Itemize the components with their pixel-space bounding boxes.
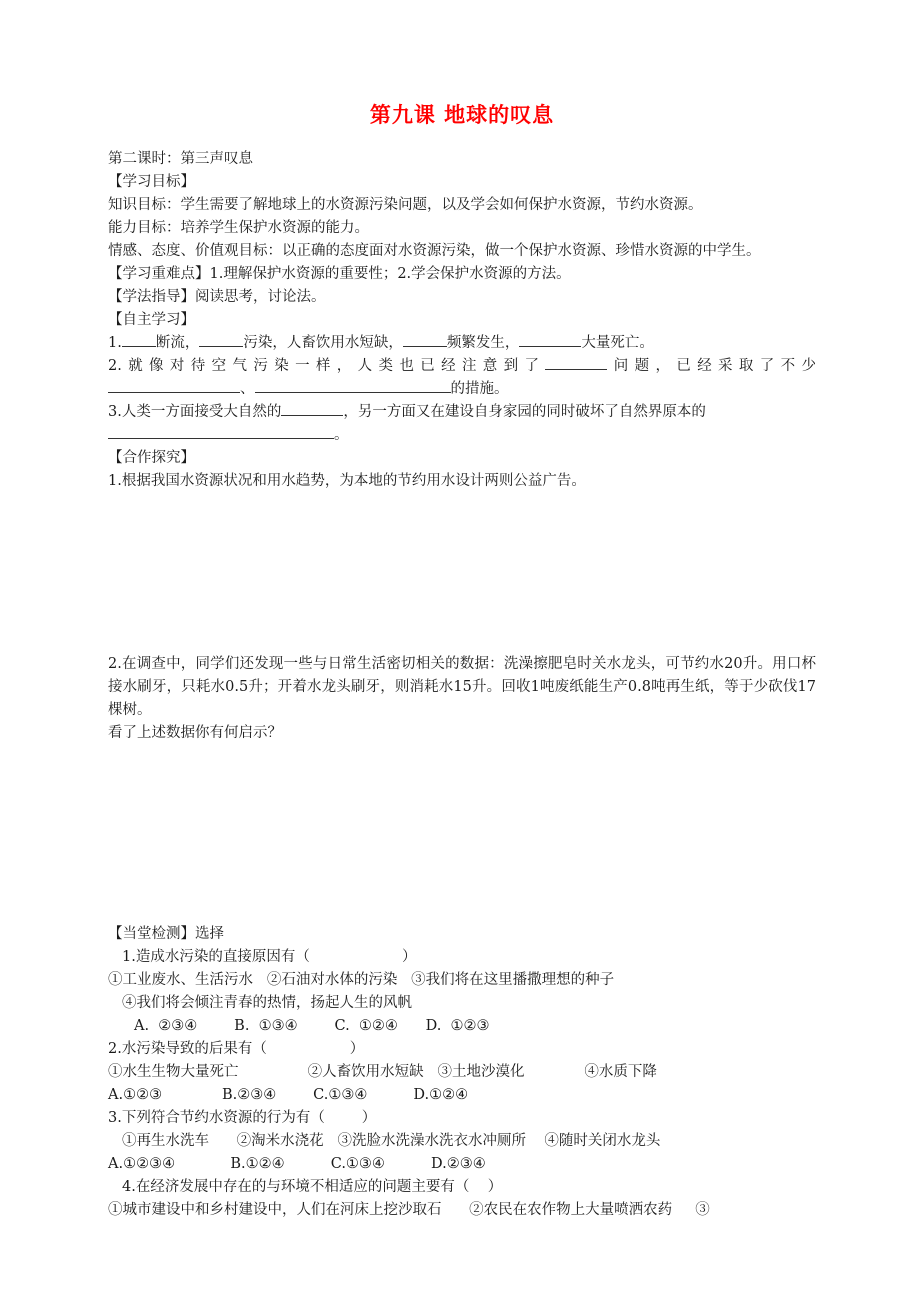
fill-blank[interactable] [108,425,334,439]
document-content [108,100,816,1222]
test-question-4-stem: 4.在经济发展中存在的与环境不相适应的问题主要有（ ） [122,1179,503,1195]
fill-blank[interactable] [403,333,447,347]
fill-blank[interactable] [281,402,343,416]
fill-blank[interactable] [519,333,581,347]
self-study-heading: 【自主学习】 [108,312,195,328]
q3-stem-a: 3.人类一方面接受大自然的 [108,404,282,420]
q4-item-3: ③ [695,1202,710,1218]
fill-blank[interactable] [108,379,240,393]
option-a[interactable]: A.①②③ [108,1087,163,1103]
cooperation-heading: 【合作探究】 [108,450,195,466]
option-b[interactable]: B.②③④ [222,1087,277,1103]
option-d[interactable]: D.①②④ [413,1087,469,1103]
q4-item-2: ②农民在农作物上大量喷洒农药 [469,1202,673,1218]
test-question-4-items-line-1 [108,1199,816,1222]
answer-space-1[interactable] [108,493,816,653]
test-question-2-stem: 2.水污染导致的后果有（ ） [108,1041,365,1057]
objective-knowledge: 知识目标：学生需要了解地球上的水资源污染问题，以及学会如何保护水资源，节约水资源。 [108,197,703,213]
fill-blank[interactable] [255,379,451,393]
objective-emotion: 情感、态度、价值观目标：以正确的态度面对水资源污染，做一个保护水资源、珍惜水资源的中学生。 [108,243,761,259]
self-study-question-2-line2 [108,378,816,401]
q3-stem-b: ，另一方面又在建设自身家园的同时破坏了自然界原本的 [343,404,706,420]
option-c[interactable]: C.①③④ [313,1087,368,1103]
q1-seg-3: 频繁发生， [446,335,520,351]
spacer [197,1018,234,1034]
option-b[interactable]: B.①②④ [230,1156,285,1172]
self-study-question-3-line1 [108,401,816,424]
q1-seg-2: 污染，人畜饮用水短缺， [243,335,403,351]
answer-space-2[interactable] [108,745,816,905]
option-c[interactable]: C. ①②④ [334,1018,398,1034]
spacer [672,1202,695,1218]
spacer [175,1156,230,1172]
test-heading: 【当堂检测】选择 [108,926,224,942]
fill-blank[interactable] [199,333,243,347]
test-question-2-items-line-1: ①水生生物大量死亡 ②人畜饮用水短缺 ③土地沙漠化 ④水质下降 [108,1064,657,1080]
study-method-guide: 【学法指导】阅读思考，讨论法。 [108,289,326,305]
spacer [298,1018,335,1034]
q1-seg-1: 断流， [155,335,200,351]
option-a[interactable]: A.①②③④ [108,1156,176,1172]
test-question-3-stem: 3.下列符合节约水资源的行为有（ ） [108,1110,377,1126]
test-question-1-options [108,1015,816,1038]
q2-stem: 2.就像对待空气污染一样，人类也已经注意到了 [108,358,546,374]
q2-tail: 的措施。 [450,381,509,397]
option-d[interactable]: D.②③④ [431,1156,486,1172]
fill-blank[interactable] [122,333,156,347]
spacer [367,1087,413,1103]
spacer [285,1156,331,1172]
spacer [162,1087,222,1103]
test-question-1-items-line-2: ④我们将会倾注青春的热情，扬起人生的风帆 [122,995,412,1011]
option-a[interactable]: A. ②③④ [134,1018,198,1034]
q4-item-1: ①城市建设中和乡村建设中，人们在河床上挖沙取石 [108,1202,442,1218]
q1-seg-0: 1. [108,335,122,351]
spacer [442,1202,470,1218]
self-study-question-2-line1 [108,355,816,378]
spacer [276,1087,313,1103]
cooperation-question-2: 2.在调查中，同学们还发现一些与日常生活密切相关的数据：洗澡擦肥皂时关水龙头，可节约水20升。用口杯接水刷牙，只耗水0.5升；开着水龙头刷牙，则消耗水15升。回收1吨废纸能生产0.8吨再生纸，等于少砍伐17棵树。 [108,656,816,718]
option-d[interactable]: D. ①②③ [425,1018,490,1034]
test-question-1-stem: 1.造成水污染的直接原因有（ ） [122,949,417,965]
test-question-3-options [108,1153,816,1176]
self-study-question-1 [108,332,816,355]
test-question-2-options [108,1084,816,1107]
self-study-question-3-line2 [108,424,816,447]
page-title: 第九课 地球的叹息 [369,103,555,127]
spacer [398,1018,426,1034]
option-c[interactable]: C.①③④ [330,1156,385,1172]
spacer [385,1156,431,1172]
q2-mid: 问题，已经采取了不少 [607,358,816,374]
q2-sep: 、 [240,381,255,397]
key-difficulty-points: 【学习重难点】1.理解保护水资源的重要性；2.学会保护水资源的方法。 [108,266,571,282]
cooperation-question-1: 1.根据我国水资源状况和用水趋势，为本地的节约用水设计两则公益广告。 [108,473,586,489]
q1-seg-4: 大量死亡。 [581,335,654,351]
option-b[interactable]: B. ①③④ [234,1018,298,1034]
cooperation-question-2-followup: 看了上述数据你有何启示？ [108,725,282,741]
fill-blank[interactable] [545,356,607,370]
test-question-3-items-line-1: ①再生水洗车 ②淘米水浇花 ③洗脸水洗澡水洗衣水冲厕所 ④随时关闭水龙头 [122,1133,661,1149]
learning-objectives-heading: 【学习目标】 [108,174,195,190]
lesson-period-line: 第二课时：第三声叹息 [108,151,253,167]
test-question-1-items-line-1: ①工业废水、生活污水 ②石油对水体的污染 ③我们将在这里播撒理想的种子 [108,972,615,988]
answer-space-2-extra[interactable] [108,905,816,923]
q3-tail: 。 [334,427,349,443]
objective-ability: 能力目标：培养学生保护水资源的能力。 [108,220,369,236]
